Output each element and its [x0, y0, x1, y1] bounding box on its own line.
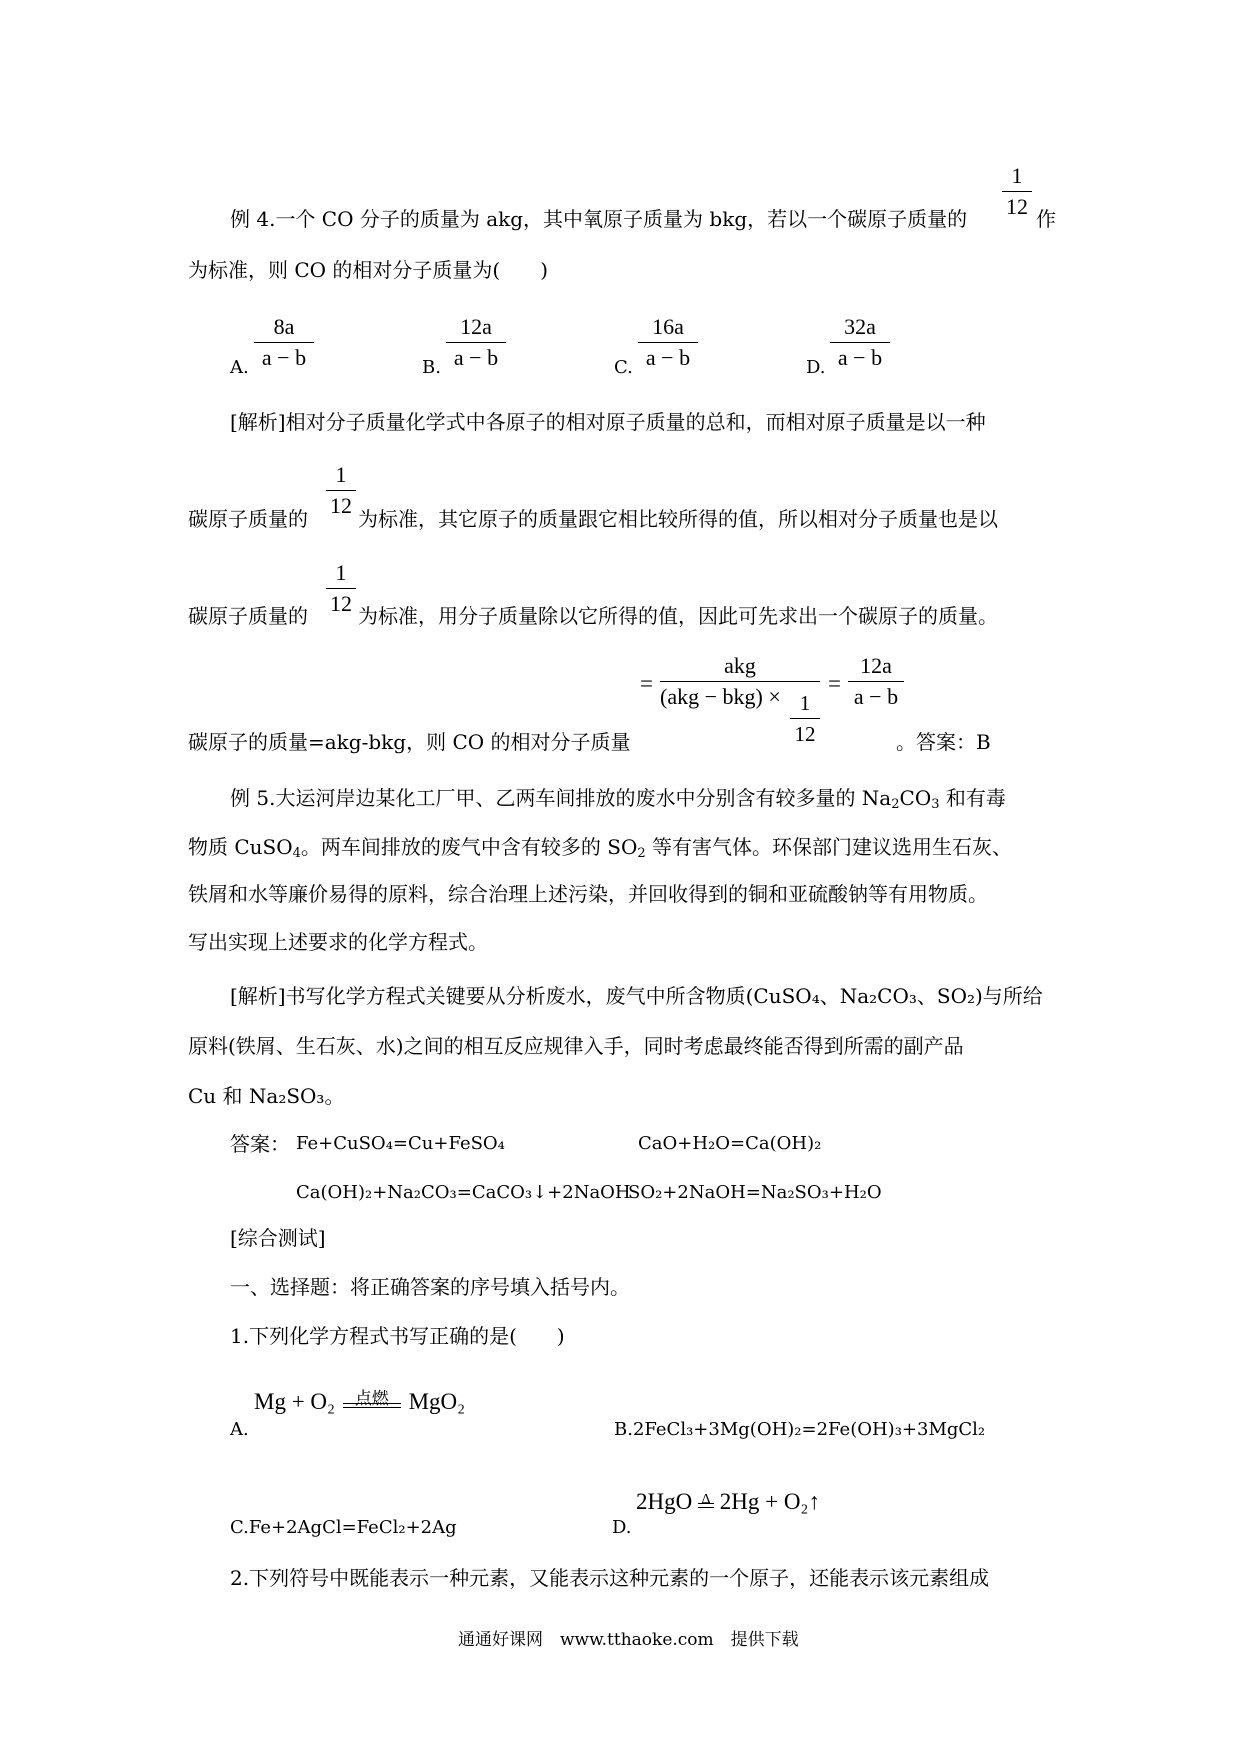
fraction-denominator: 12 [330, 591, 352, 616]
fraction-numerator: 1 [335, 462, 347, 487]
ex4-analysis-line3b: 为标准，用分子质量除以它所得的值，因此可先求出一个碳原子的质量。 [358, 604, 998, 628]
fraction-bar [660, 681, 820, 682]
q1-d-equation [636, 1490, 820, 1514]
page-footer: 通通好课网 www.tthaoke.com 提供下载 [458, 1630, 799, 1650]
ex5-line3: 铁屑和水等廉价易得的原料，综合治理上述污染，并回收得到的铜和亚硫酸钠等有用物质。 [188, 882, 988, 906]
ex4-analysis-line3a: 碳原子质量的 [188, 604, 308, 628]
mass-fraction-num: akg [724, 653, 756, 678]
ex4-line1 [230, 207, 967, 231]
option-a-num: 8a [273, 314, 295, 339]
subscript: 2 [637, 846, 646, 861]
question-1: 1.下列化学方程式书写正确的是( ) [230, 1324, 565, 1348]
ex5-line1-a: 例 5.大运河岸边某化工厂甲、乙两车间排放的废水中分别含有较多量的 Na [230, 786, 892, 810]
q1-d-right: 2Hg + O₂↑ [719, 1489, 820, 1514]
fraction-bar [326, 490, 356, 491]
subscript: 2 [891, 797, 900, 812]
ex4-analysis-line4: 碳原子的质量=akg-bkg，则 CO 的相对分子质量 [188, 730, 631, 754]
q1-a-right: MgO₂ [408, 1389, 466, 1414]
q1-d-label: D. [612, 1517, 632, 1538]
q1-d-cond-text: Δ [701, 1492, 711, 1507]
ex5-line2 [188, 835, 1012, 859]
ex4-analysis-line2b: 为标准，其它原子的质量跟它相比较所得的值，所以相对分子质量也是以 [358, 507, 998, 531]
fraction-bar [790, 718, 820, 719]
fraction-numerator: 1 [799, 691, 811, 715]
ex5-line1 [230, 786, 1006, 810]
option-d-den: a − b [837, 345, 883, 370]
ex4-line2: 为标准，则 CO 的相对分子质量为( ) [188, 258, 549, 282]
option-c-num: 16a [652, 314, 684, 339]
fraction-bar [326, 588, 356, 589]
ex5-line2-b: 。两车间排放的废气中含有较多的 SO [300, 835, 638, 859]
one-twelfth-fraction-3 [326, 560, 356, 617]
eq-equals-1: = [640, 671, 653, 696]
option-d-fraction [830, 314, 890, 371]
subscript: 4 [292, 846, 301, 861]
fraction-bar [830, 342, 890, 343]
test-heading: [综合测试] [230, 1226, 326, 1250]
ex5-line2-c: 等有害气体。环保部门建议选用生石灰、 [645, 835, 1013, 859]
option-d-label: D. [806, 357, 826, 378]
ex5-equation-4: SO₂+2NaOH=Na₂SO₃+H₂O [628, 1182, 882, 1203]
option-b-label: B. [422, 357, 441, 378]
q1-a-equation [254, 1390, 465, 1414]
option-c-den: a − b [645, 345, 691, 370]
ex5-analysis-line1: [解析]书写化学方程式关键要从分析废水，废气中所含物质(CuSO₄、Na₂CO₃、SO₂)与所给 [230, 984, 1043, 1008]
option-a-den: a − b [261, 345, 307, 370]
mass-fraction-den: (akg − bkg) × [660, 684, 781, 709]
ex5-equation-2: CaO+H₂O=Ca(OH)₂ [638, 1133, 822, 1154]
fraction-bar [848, 681, 904, 682]
ex4-analysis-line2a: 碳原子质量的 [188, 507, 308, 531]
ex5-analysis-line3: Cu 和 Na₂SO₃。 [188, 1084, 345, 1108]
option-d-num: 32a [844, 314, 876, 339]
test-section-1: 一、选择题：将正确答案的序号填入括号内。 [230, 1275, 630, 1299]
ex5-line4: 写出实现上述要求的化学方程式。 [188, 930, 488, 954]
fraction-bar [638, 342, 698, 343]
subscript: 3 [931, 797, 940, 812]
ex5-answer-label: 答案： [230, 1132, 290, 1156]
ex5-equation-3: Ca(OH)₂+Na₂CO₃=CaCO₃↓+2NaOH [296, 1182, 631, 1203]
ex4-analysis-line1: [解析]相对分子质量化学式中各原子的相对原子质量的总和，而相对原子质量是以一种 [230, 410, 986, 434]
q1-a-cond-text: 点燃 [354, 1389, 389, 1409]
inner-one-twelfth [790, 690, 820, 747]
ex4-line1-end: 作 [1036, 207, 1056, 231]
q1-d-left: 2HgO [636, 1489, 693, 1514]
ex5-equation-1: Fe+CuSO₄=Cu+FeSO₄ [296, 1133, 505, 1154]
fraction-bar [1002, 191, 1032, 192]
eq-equals-2: = [828, 671, 841, 696]
fraction-bar [254, 342, 314, 343]
q1-a-label: A. [230, 1419, 249, 1440]
q1-option-b: B.2FeCl₃+3Mg(OH)₂=2Fe(OH)₃+3MgCl₂ [614, 1419, 986, 1440]
result-fraction [848, 653, 904, 710]
fraction-bar [446, 342, 506, 343]
fraction-numerator: 1 [335, 560, 347, 585]
fraction-denominator: 12 [1006, 194, 1028, 219]
option-a-fraction [254, 314, 314, 371]
option-b-fraction [446, 314, 506, 371]
ex5-line2-a: 物质 CuSO [188, 835, 293, 859]
ex5-line1-b: CO [899, 786, 932, 810]
fraction-denominator: 12 [330, 493, 352, 518]
result-den: a − b [853, 684, 899, 709]
question-2: 2.下列符号中既能表示一种元素，又能表示这种元素的一个原子，还能表示该元素组成 [230, 1566, 990, 1590]
fraction-numerator: 1 [1011, 163, 1023, 188]
option-c-label: C. [614, 357, 633, 378]
ex5-analysis-line2: 原料(铁屑、生石灰、水)之间的相互反应规律入手，同时考虑最终能否得到所需的副产品 [188, 1034, 964, 1058]
option-a-label: A. [230, 357, 249, 378]
result-num: 12a [860, 653, 892, 678]
ex5-line1-c: 和有毒 [939, 786, 1006, 810]
option-c-fraction [638, 314, 698, 371]
q1-option-c: C.Fe+2AgCl=FeCl₂+2Ag [230, 1517, 457, 1538]
fraction-denominator: 12 [794, 722, 816, 746]
one-twelfth-fraction [1002, 163, 1032, 220]
option-b-den: a − b [453, 345, 499, 370]
option-b-num: 12a [460, 314, 492, 339]
one-twelfth-fraction-2 [326, 462, 356, 519]
q1-a-left: Mg + O₂ [254, 1389, 336, 1414]
ex4-line1-text: 例 4.一个 CO 分子的质量为 akg，其中氧原子质量为 bkg，若以一个碳原子质量的 [230, 207, 968, 231]
ex4-answer: 。答案：B [896, 730, 991, 754]
